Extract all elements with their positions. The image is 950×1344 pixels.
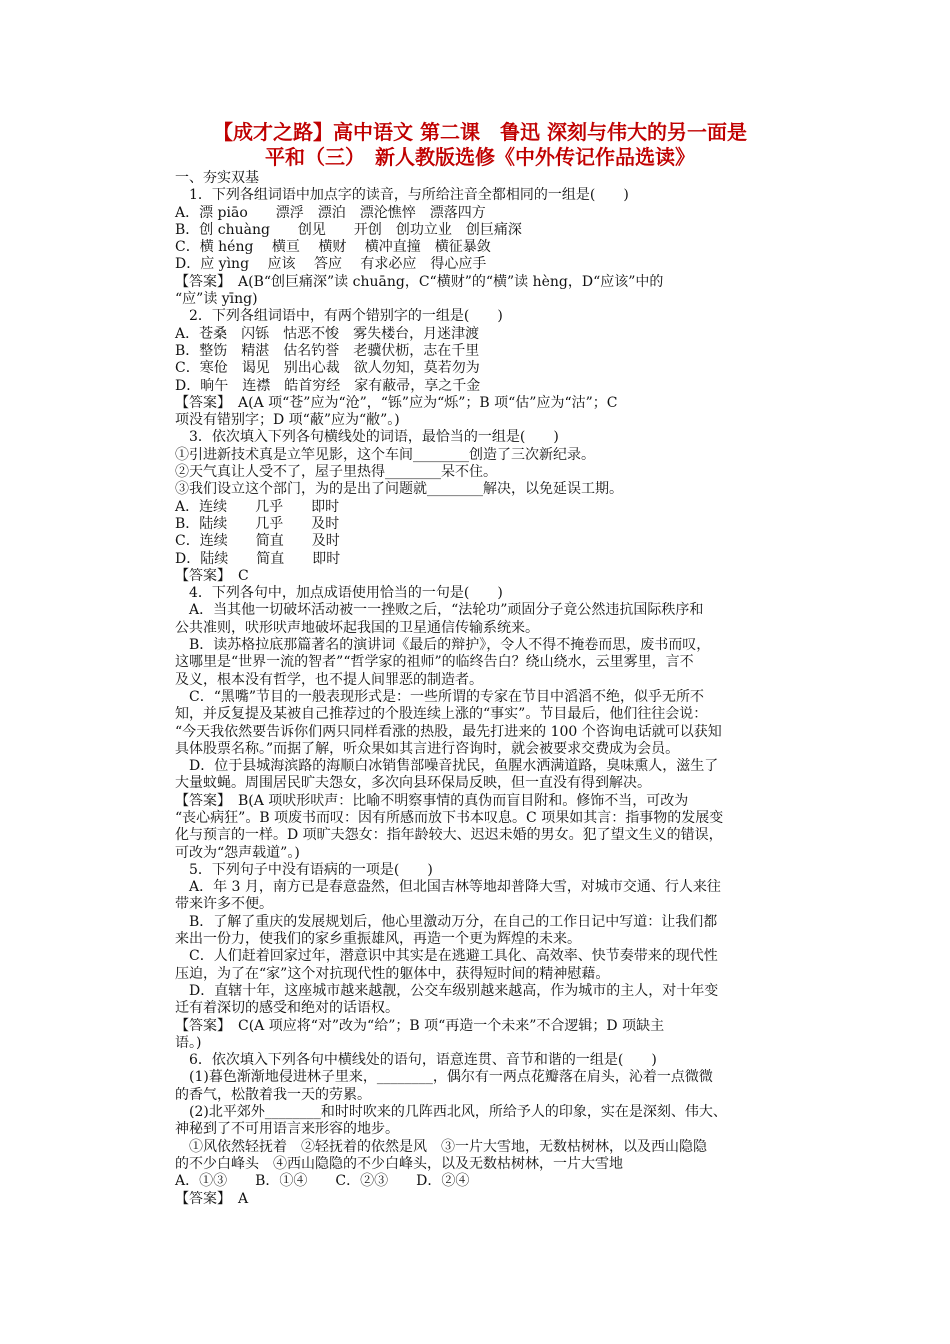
text-line: 可改为“怨声载道”。) bbox=[175, 844, 300, 861]
text-line: C．横 héng 横亘 横财 横冲直撞 横征暴敛 bbox=[175, 239, 491, 256]
text-line: 5．下列句子中没有语病的一项是( ) bbox=[175, 861, 433, 878]
text-line: ②天气真让人受不了，屋子里热得________呆不住。 bbox=[175, 464, 497, 481]
text-line: A．①③ B．①④ C．②③ D．②④ bbox=[175, 1173, 470, 1190]
document-title bbox=[120, 120, 840, 170]
title-line-1: 【成才之路】高中语文 第二课 鲁迅 深刻与伟大的另一面是 bbox=[213, 120, 747, 144]
text-line: 2．下列各组词语中，有两个错别字的一组是( ) bbox=[175, 308, 503, 325]
text-line: D．应 yìng 应该 答应 有求必应 得心应手 bbox=[175, 256, 487, 273]
text-line: 6．依次填入下列各句中横线处的语句，语意连贯、音节和谐的一组是( ) bbox=[175, 1052, 657, 1069]
text-line: 【答案】 A(A 项“苍”应为“沧”，“铄”应为“烁”；B 项“估”应为“沽”；C bbox=[175, 394, 618, 411]
text-line: 【答案】 C(A 项应将“对”改为“给”；B 项“再造一个未来”不合逻辑；D 项缺主 bbox=[175, 1017, 665, 1034]
text-line: D．位于县城海滨路的海顺白冰销售部噪音扰民，鱼腥水洒满道路，臭味熏人，滋生了 bbox=[175, 758, 719, 775]
text-line: 知，并反复提及某被自己推荐过的个股连续上涨的“事实”。节目最后，他们往往会说： bbox=[175, 706, 708, 723]
text-line: C．人们赶着回家过年，潜意识中其实是在逃避工具化、高效率、快节奏带来的现代性 bbox=[175, 948, 718, 965]
text-line: “应”读 yīng) bbox=[175, 291, 258, 308]
text-line: 压迫，为了在“家”这个对抗现代性的躯体中，获得短时间的精神慰藉。 bbox=[175, 965, 610, 982]
text-line: 大量蚊蝇。周围居民旷夫怨女，多次向县环保局反映，但一直没有得到解决。 bbox=[175, 775, 651, 792]
text-line: ③我们设立这个部门，为的是出了问题就________解决，以免延误工期。 bbox=[175, 481, 623, 498]
document-body bbox=[175, 170, 815, 1208]
text-line: “丧心病狂”。B 项废书而叹：因有所感而放下书本叹息。C 项果如其言：指事物的发展变 bbox=[175, 809, 724, 826]
text-line: 的不少白峰头 ④西山隐隐的不少白峰头，以及无数枯树林，一片大雪地 bbox=[175, 1155, 623, 1172]
text-line: (2)北平郊外________和时时吹来的几阵西北风，所给予人的印象，实在是深刻、伟大、 bbox=[175, 1104, 727, 1121]
text-line: B．整饬 精湛 估名钓誉 老骥伏枥，志在千里 bbox=[175, 342, 480, 359]
text-line: 及义，根本没有哲学，也不提人间罪恶的制造者。 bbox=[175, 671, 483, 688]
text-line: 【答案】 C bbox=[175, 567, 249, 584]
text-line: 【答案】 B(A 项吠形吠声：比喻不明察事情的真伪而盲目附和。修饰不当，可改为 bbox=[175, 792, 689, 809]
text-line: 项没有错别字；D 项“蔽”应为“敝”。) bbox=[175, 412, 400, 429]
text-line: C．“黑嘴”节目的一般表现形式是：一些所谓的专家在节目中滔滔不绝，似乎无所不 bbox=[175, 688, 705, 705]
text-line: 4．下列各句中，加点成语使用恰当的一句是( ) bbox=[175, 585, 503, 602]
text-line: 具体股票名称。”而据了解，听众果如其言进行咨询时，就会被要求交费成为会员。 bbox=[175, 740, 680, 757]
text-line: (1)暮色渐渐地侵进林子里来，________，偶尔有一两点花瓣落在肩头，沁着一点微微 bbox=[175, 1069, 713, 1086]
text-line: 1．下列各组词语中加点字的读音，与所给注音全都相同的一组是( ) bbox=[175, 187, 629, 204]
text-line: 这哪里是“世界一流的智者”“哲学家的祖师”的临终告白？绕山绕水，云里雾里，言不 bbox=[175, 654, 694, 671]
text-line: 公共准则，吠形吠声地破坏起我国的卫星通信传输系统来。 bbox=[175, 619, 539, 636]
text-line: D．陆续 简直 即时 bbox=[175, 550, 341, 567]
text-line: 【答案】 A(B“创巨痛深”读 chuāng，C“横财”的“横”读 hèng，D“应该”中的 bbox=[175, 273, 664, 290]
text-line: B．陆续 几乎 及时 bbox=[175, 515, 340, 532]
text-line: 迁有着深切的感受和绝对的话语权。 bbox=[175, 1000, 399, 1017]
text-line: A．连续 几乎 即时 bbox=[175, 498, 340, 515]
text-line: B．读苏格拉底那篇著名的演讲词《最后的辩护》，令人不得不掩卷而思，废书而叹， bbox=[175, 637, 711, 654]
text-line: 神秘到了不可用语言来形容的地步。 bbox=[175, 1121, 399, 1138]
text-line: D．晌午 连襟 皓首穷经 家有蔽帚，享之千金 bbox=[175, 377, 481, 394]
text-line: 带来许多不便。 bbox=[175, 896, 273, 913]
text-line: ①引进新技术真是立竿见影，这个车间________创造了三次新纪录。 bbox=[175, 446, 595, 463]
text-line: 一、夯实双基 bbox=[175, 170, 259, 186]
text-line: 语。) bbox=[175, 1034, 202, 1051]
text-line: C．连续 简直 及时 bbox=[175, 533, 340, 550]
text-line: A．漂 piāo 漂浮 漂泊 漂沦憔悴 漂落四方 bbox=[175, 204, 486, 221]
text-line: “今天我依然要告诉你们两只同样看涨的热股，最先打进来的 100 个咨询电话就可以获知 bbox=[175, 723, 722, 740]
text-line: 3．依次填入下列各句横线处的词语，最恰当的一组是( ) bbox=[175, 429, 559, 446]
text-line: D．直辖十年，这座城市越来越靓，公交车级别越来越高，作为城市的主人，对十年变 bbox=[175, 982, 719, 999]
text-line: 来出一份力，使我们的家乡重振雄风，再造一个更为辉煌的未来。 bbox=[175, 931, 581, 948]
text-line: B．了解了重庆的发展规划后，他心里激动万分，在自己的工作日记中写道：让我们都 bbox=[175, 913, 718, 930]
text-line: A．年 3 月，南方已是春意盎然，但北国吉林等地却普降大雪，对城市交通、行人来往 bbox=[175, 879, 721, 896]
text-line: B．创 chuàng 创见 开创 创功立业 创巨痛深 bbox=[175, 221, 522, 238]
text-line: ①风依然轻抚着 ②轻抚着的依然是风 ③一片大雪地，无数枯树林，以及西山隐隐 bbox=[175, 1138, 707, 1155]
title-line-2: 平和（三） 新人教版选修《中外传记作品选读》 bbox=[265, 145, 695, 169]
text-line: C．寒伧 谒见 别出心裁 欲人勿知，莫若勿为 bbox=[175, 360, 480, 377]
text-line: 化与预言的一样。D 项旷夫怨女：指年龄较大、迟迟未婚的男女。犯了望文生义的错误， bbox=[175, 827, 723, 844]
text-line: A．当其他一切破坏活动被一一挫败之后，“法轮功”顽固分子竟公然违抗国际秩序和 bbox=[175, 602, 704, 619]
text-line: 【答案】 A bbox=[175, 1190, 249, 1207]
text-line: 的香气，松散着我一天的劳累。 bbox=[175, 1086, 371, 1103]
text-line: A．苍桑 闪铄 怙恶不悛 雾失楼台，月迷津渡 bbox=[175, 325, 480, 342]
